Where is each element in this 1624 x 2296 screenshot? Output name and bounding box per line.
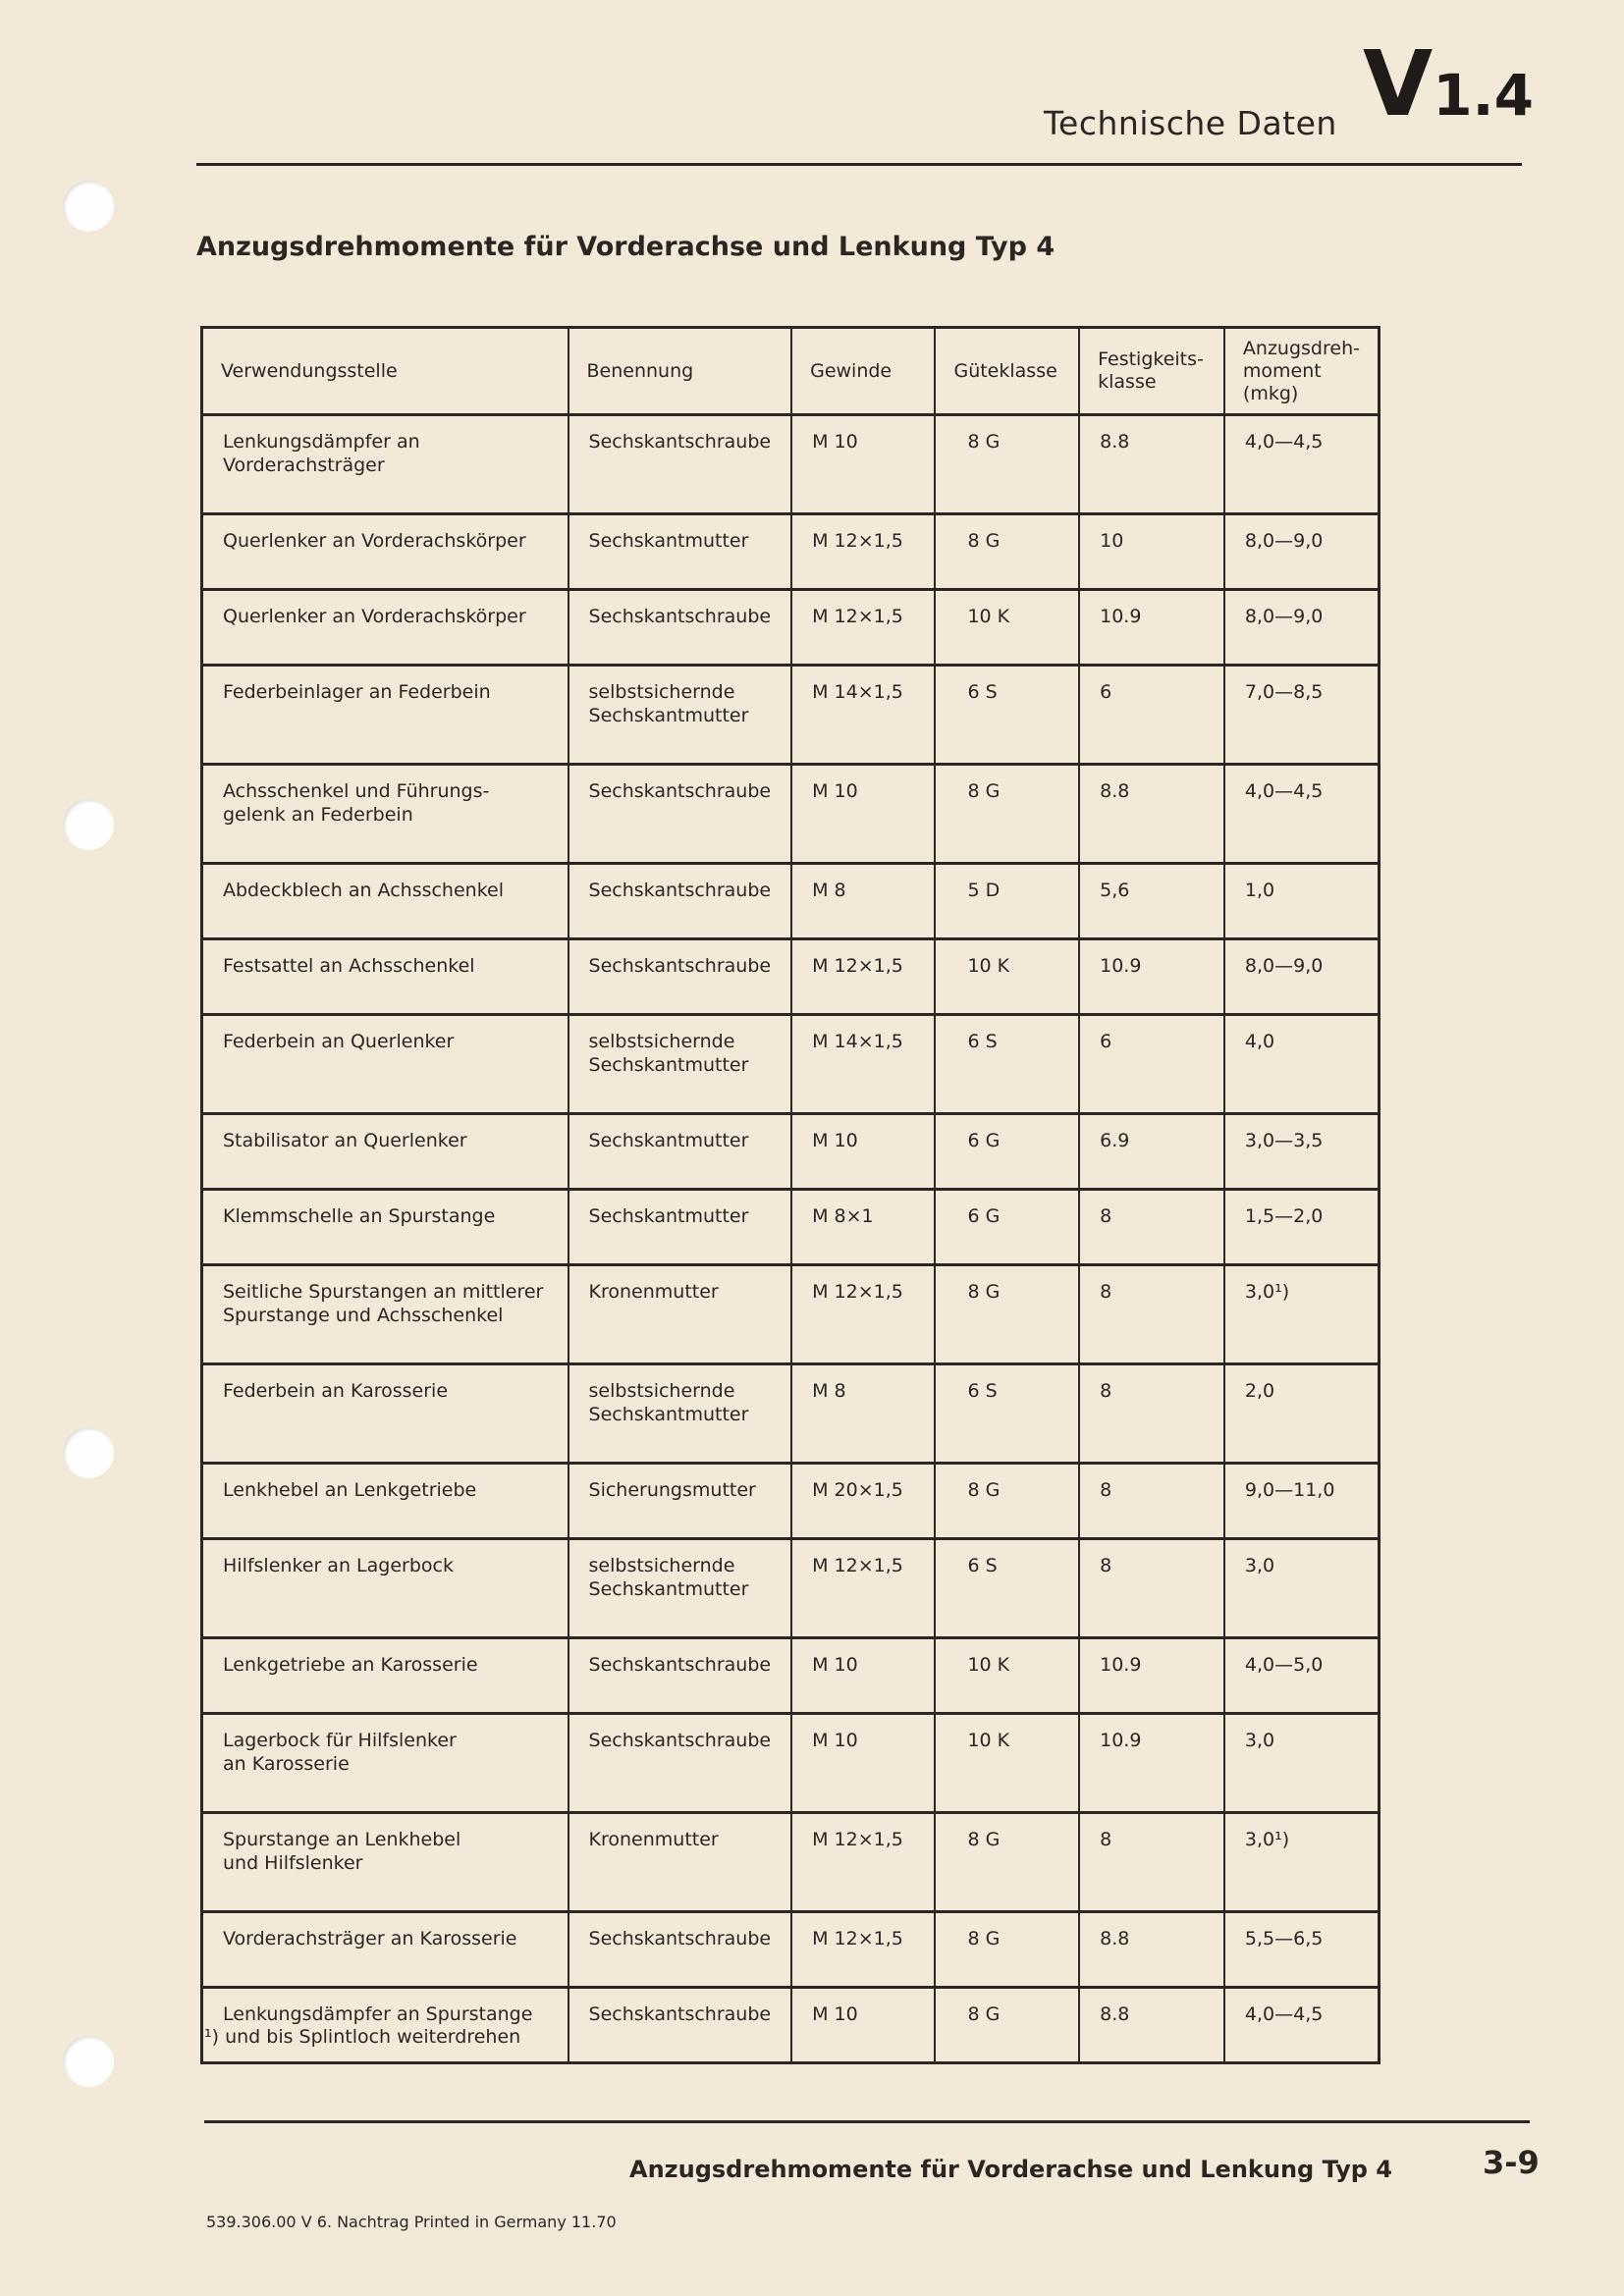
table-cell: 3,0—3,5 — [1224, 1114, 1380, 1190]
table-cell: Sechskantmutter — [568, 1190, 792, 1265]
table-cell: M 10 — [791, 1114, 935, 1190]
table-row — [202, 514, 1380, 590]
table-cell: Sechskantmutter — [568, 514, 792, 590]
table-cell: 10 K — [935, 939, 1079, 1015]
page-number: 3-9 — [1483, 2144, 1540, 2181]
table-cell: Querlenker an Vorderachskörper — [202, 590, 568, 666]
table-cell: Sechskantschraube — [568, 1912, 792, 1988]
table-cell: M 12×1,5 — [791, 514, 935, 590]
table-cell: 3,0¹) — [1224, 1813, 1380, 1912]
table-cell: Sechskantschraube — [568, 1714, 792, 1813]
table-row — [202, 590, 1380, 666]
table-cell: 9,0—11,0 — [1224, 1464, 1380, 1539]
table-cell: 6 S — [935, 1539, 1079, 1638]
table-row — [202, 415, 1380, 514]
table-row — [202, 864, 1380, 939]
table-cell: 8 G — [935, 1912, 1079, 1988]
table-row — [202, 1015, 1380, 1114]
punch-hole — [63, 799, 114, 850]
section-code-letter: V — [1363, 31, 1434, 136]
table-cell: M 12×1,5 — [791, 1912, 935, 1988]
table-cell: M 8 — [791, 1364, 935, 1464]
table-cell: selbstsichernde Sechskantmutter — [568, 1015, 792, 1114]
table-cell: 8,0—9,0 — [1224, 590, 1380, 666]
table-cell: 8 G — [935, 1988, 1079, 2063]
table-cell: Vorderachsträger an Karosserie — [202, 1912, 568, 1988]
table-cell: M 10 — [791, 415, 935, 514]
table-cell: Festsattel an Achsschenkel — [202, 939, 568, 1015]
table-cell: M 14×1,5 — [791, 666, 935, 765]
table-row — [202, 1912, 1380, 1988]
table-cell: Federbeinlager an Federbein — [202, 666, 568, 765]
table-cell: 8 G — [935, 514, 1079, 590]
table-cell: 8.8 — [1079, 415, 1224, 514]
header-rule — [196, 163, 1522, 166]
table-cell: 8 — [1079, 1364, 1224, 1464]
table-cell: M 10 — [791, 1988, 935, 2063]
column-header: Festigkeits- klasse — [1079, 328, 1224, 415]
table-cell: M 12×1,5 — [791, 1265, 935, 1364]
table-cell: Klemmschelle an Spurstange — [202, 1190, 568, 1265]
table-cell: 8 G — [935, 1265, 1079, 1364]
table-row — [202, 1539, 1380, 1638]
table-cell: 8 — [1079, 1813, 1224, 1912]
table-cell: Federbein an Querlenker — [202, 1015, 568, 1114]
table-cell: 8 — [1079, 1265, 1224, 1364]
table-cell: 8 G — [935, 1813, 1079, 1912]
table-cell: M 12×1,5 — [791, 590, 935, 666]
table-cell: 6 S — [935, 1364, 1079, 1464]
table-cell: M 8×1 — [791, 1190, 935, 1265]
table-cell: 8,0—9,0 — [1224, 514, 1380, 590]
table-cell: selbstsichernde Sechskantmutter — [568, 1539, 792, 1638]
table-cell: Lenkungsdämpfer an Spurstange — [202, 1988, 568, 2063]
column-header: Gewinde — [791, 328, 935, 415]
section-label: Technische Daten — [1044, 104, 1337, 142]
table-cell: 8 G — [935, 765, 1079, 864]
table-cell: 10.9 — [1079, 1638, 1224, 1714]
column-header: Anzugsdreh- moment (mkg) — [1224, 328, 1380, 415]
table-cell: Sicherungsmutter — [568, 1464, 792, 1539]
table-cell: Sechskantschraube — [568, 939, 792, 1015]
table-row — [202, 1265, 1380, 1364]
table-cell: 8 — [1079, 1539, 1224, 1638]
table-cell: Sechskantschraube — [568, 765, 792, 864]
table-cell: 6 S — [935, 666, 1079, 765]
table-cell: 2,0 — [1224, 1364, 1380, 1464]
table-cell: 5,5—6,5 — [1224, 1912, 1380, 1988]
footnote: ¹) und bis Splintloch weiterdrehen — [204, 2026, 521, 2048]
column-header: Benennung — [568, 328, 792, 415]
table-cell: 4,0—4,5 — [1224, 415, 1380, 514]
table-cell: selbstsichernde Sechskantmutter — [568, 666, 792, 765]
table-cell: Kronenmutter — [568, 1813, 792, 1912]
table-cell: 8 G — [935, 415, 1079, 514]
table-cell: M 14×1,5 — [791, 1015, 935, 1114]
table-cell: 6 G — [935, 1190, 1079, 1265]
table-cell: 3,0¹) — [1224, 1265, 1380, 1364]
table-cell: 6 S — [935, 1015, 1079, 1114]
table-cell: 6.9 — [1079, 1114, 1224, 1190]
table-cell: Seitliche Spurstangen an mittlerer Spurstange und Achsschenkel — [202, 1265, 568, 1364]
column-header: Verwendungsstelle — [202, 328, 568, 415]
table-cell: 3,0 — [1224, 1539, 1380, 1638]
torque-table — [200, 326, 1380, 2064]
table-cell: Lenkungsdämpfer an Vorderachsträger — [202, 415, 568, 514]
footer-title: Anzugsdrehmomente für Vorderachse und Lenkung Typ 4 — [629, 2156, 1392, 2183]
page-title: Anzugsdrehmomente für Vorderachse und Lenkung Typ 4 — [196, 232, 1056, 262]
table-row — [202, 1114, 1380, 1190]
table-cell: Hilfslenker an Lagerbock — [202, 1539, 568, 1638]
table-row — [202, 1714, 1380, 1813]
table-cell: Lenkhebel an Lenkgetriebe — [202, 1464, 568, 1539]
table-cell: M 10 — [791, 1714, 935, 1813]
table-cell: M 20×1,5 — [791, 1464, 935, 1539]
table-row — [202, 666, 1380, 765]
table-cell: Sechskantmutter — [568, 1114, 792, 1190]
table-row — [202, 1364, 1380, 1464]
table-cell: 8.8 — [1079, 1912, 1224, 1988]
table-cell: 7,0—8,5 — [1224, 666, 1380, 765]
table-cell: 8 — [1079, 1464, 1224, 1539]
section-code-number: 1.4 — [1433, 62, 1534, 129]
table-cell: Sechskantschraube — [568, 864, 792, 939]
table-cell: selbstsichernde Sechskantmutter — [568, 1364, 792, 1464]
table-cell: Querlenker an Vorderachskörper — [202, 514, 568, 590]
table-cell: 4,0—4,5 — [1224, 1988, 1380, 2063]
table-cell: M 10 — [791, 765, 935, 864]
table-cell: 8.8 — [1079, 1988, 1224, 2063]
footer-rule — [204, 2120, 1530, 2123]
table-cell: 10 K — [935, 1638, 1079, 1714]
table-cell: Sechskantschraube — [568, 590, 792, 666]
table-cell: 10 — [1079, 514, 1224, 590]
table-cell: M 10 — [791, 1638, 935, 1714]
table-cell: 8,0—9,0 — [1224, 939, 1380, 1015]
table-cell: 4,0—5,0 — [1224, 1638, 1380, 1714]
table-row — [202, 1813, 1380, 1912]
table-cell: M 12×1,5 — [791, 939, 935, 1015]
punch-hole — [63, 1427, 114, 1478]
table-row — [202, 765, 1380, 864]
table-row — [202, 1988, 1380, 2063]
table-cell: Spurstange an Lenkhebel und Hilfslenker — [202, 1813, 568, 1912]
table-cell: 8.8 — [1079, 765, 1224, 864]
table-cell: Lenkgetriebe an Karosserie — [202, 1638, 568, 1714]
table-row — [202, 1190, 1380, 1265]
print-info: 539.306.00 V 6. Nachtrag Printed in Germany 11.70 — [206, 2213, 617, 2231]
table-cell: 3,0 — [1224, 1714, 1380, 1813]
table-cell: 10.9 — [1079, 939, 1224, 1015]
punch-hole — [63, 2036, 114, 2087]
table-cell: 6 — [1079, 666, 1224, 765]
column-header: Güteklasse — [935, 328, 1079, 415]
table-cell: Lagerbock für Hilfslenker an Karosserie — [202, 1714, 568, 1813]
table-cell: 10 K — [935, 1714, 1079, 1813]
table-cell: M 12×1,5 — [791, 1539, 935, 1638]
table-cell: 10.9 — [1079, 1714, 1224, 1813]
table-cell: 1,5—2,0 — [1224, 1190, 1380, 1265]
table-cell: 1,0 — [1224, 864, 1380, 939]
table-cell: 6 G — [935, 1114, 1079, 1190]
table-cell: Sechskantschraube — [568, 1988, 792, 2063]
table-cell: Federbein an Karosserie — [202, 1364, 568, 1464]
table-cell: 8 — [1079, 1190, 1224, 1265]
table-cell: 4,0—4,5 — [1224, 765, 1380, 864]
table-cell: 4,0 — [1224, 1015, 1380, 1114]
table-header-row — [202, 328, 1380, 415]
table-cell: Achsschenkel und Führungs- gelenk an Federbein — [202, 765, 568, 864]
table-cell: Stabilisator an Querlenker — [202, 1114, 568, 1190]
section-code — [1363, 31, 1534, 136]
table-cell: 10 K — [935, 590, 1079, 666]
table-cell: Kronenmutter — [568, 1265, 792, 1364]
table-cell: 5,6 — [1079, 864, 1224, 939]
table-cell: M 8 — [791, 864, 935, 939]
table-cell: Sechskantschraube — [568, 415, 792, 514]
table-cell: M 12×1,5 — [791, 1813, 935, 1912]
table-row — [202, 1638, 1380, 1714]
table-cell: 8 G — [935, 1464, 1079, 1539]
table-cell: 5 D — [935, 864, 1079, 939]
table-row — [202, 939, 1380, 1015]
table-cell: 10.9 — [1079, 590, 1224, 666]
table-cell: Sechskantschraube — [568, 1638, 792, 1714]
table-row — [202, 1464, 1380, 1539]
punch-hole — [63, 181, 114, 232]
table-cell: 6 — [1079, 1015, 1224, 1114]
table-cell: Abdeckblech an Achsschenkel — [202, 864, 568, 939]
